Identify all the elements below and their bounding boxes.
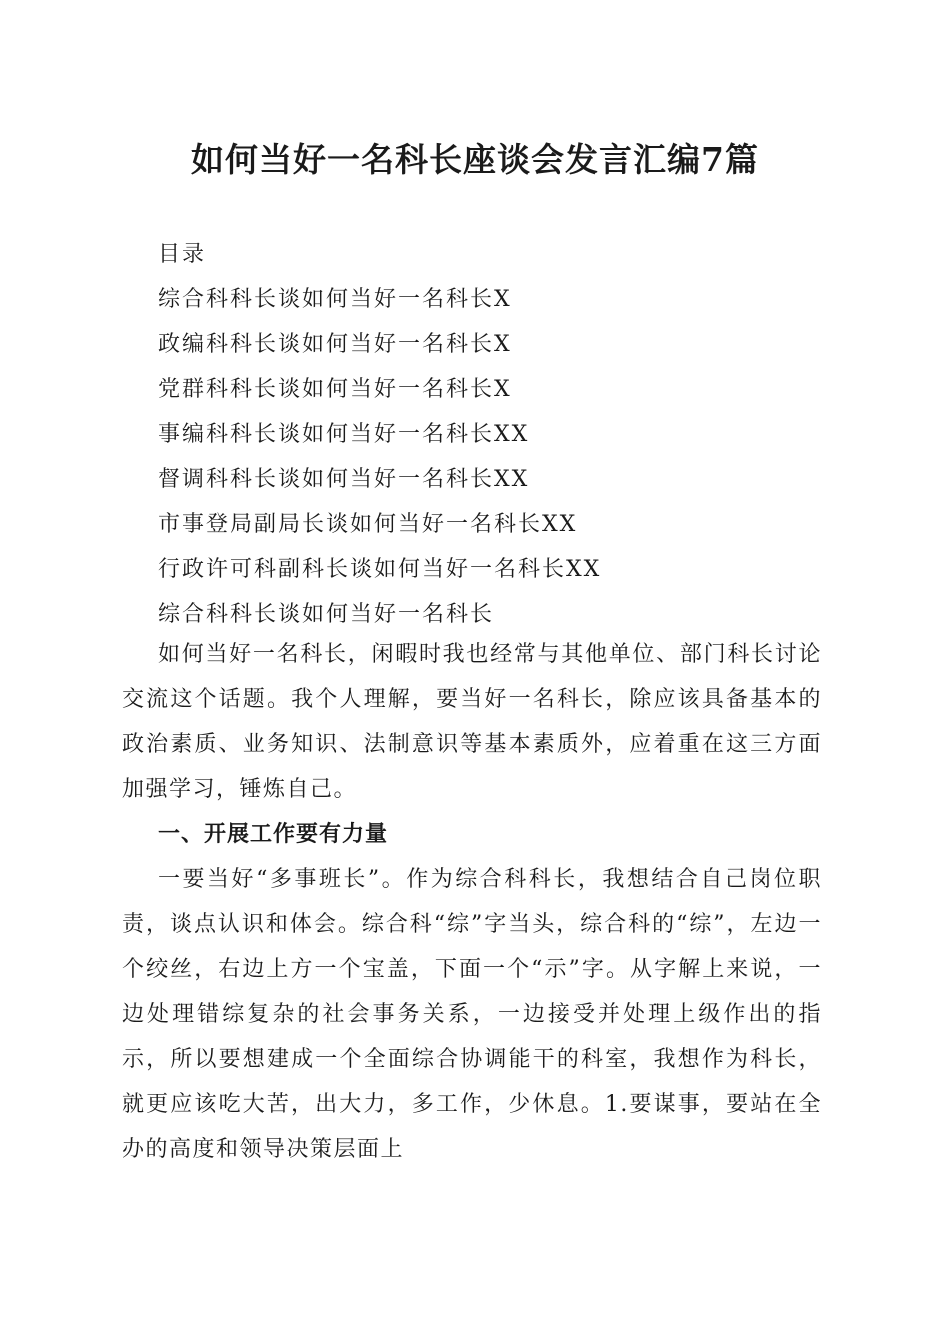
toc-item: 事编科科长谈如何当好一名科长XX: [158, 422, 530, 447]
toc-item: 综合科科长谈如何当好一名科长: [158, 602, 495, 627]
toc-item: 行政许可科副科长谈如何当好一名科长XX: [158, 557, 602, 582]
section-heading: 一、开展工作要有力量: [158, 822, 389, 847]
intro-paragraph: 如何当好一名科长，闲暇时我也经常与其他单位、部门科长讨论交流这个话题。我个人理解，要当好一名科长，除应该具备基本的政治素质、业务知识、法制意识等基本素质外，应着重在这三方面加强学习，锤炼自己。: [122, 642, 822, 802]
table-of-contents: [158, 232, 858, 637]
toc-item: 综合科科长谈如何当好一名科长X: [158, 287, 512, 312]
toc-item: 市事登局副局长谈如何当好一名科长XX: [158, 512, 578, 537]
toc-heading: 目录: [158, 242, 207, 267]
toc-item: 督调科科长谈如何当好一名科长XX: [158, 467, 530, 492]
toc-item: 党群科科长谈如何当好一名科长X: [158, 377, 512, 402]
toc-item: 政编科科长谈如何当好一名科长X: [158, 332, 512, 357]
section-paragraph: 一要当好“多事班长”。作为综合科科长，我想结合自己岗位职责，谈点认识和体会。综合科“综”字当头，综合科的“综”，左边一个绞丝，右边上方一个宝盖，下面一个“示”字。从字解上来说，一边处理错综复杂的社会事务关系，一边接受并处理上级作出的指示，所以要想建成一个全面综合协调能干的科室，我想作为科长，就更应该吃大苦，出大力，多工作，少休息。1.要谋事，要站在全办的高度和领导决策层面上: [122, 867, 822, 1162]
document-title: 如何当好一名科长座谈会发言汇编7篇: [191, 140, 759, 179]
